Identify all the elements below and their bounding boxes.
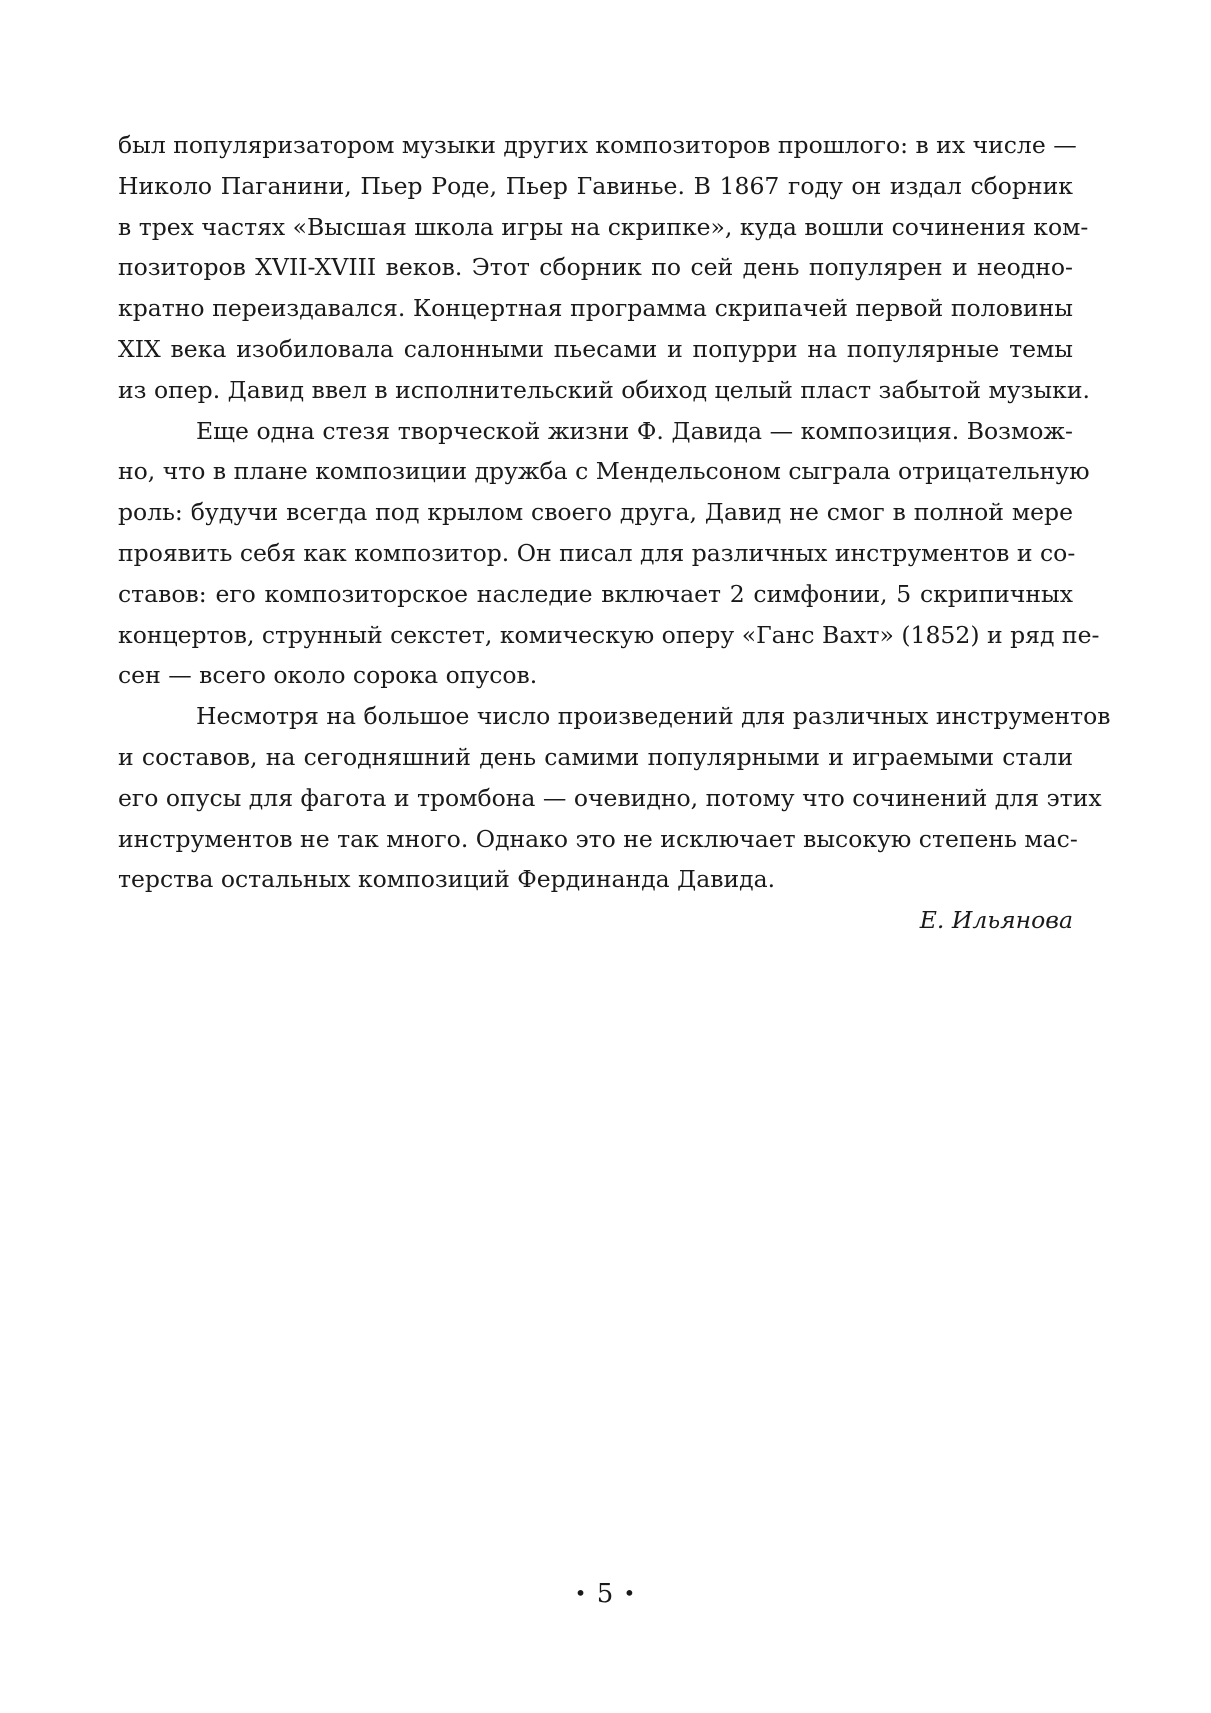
text-line: XIX века изобиловала салонными пьесами и попурри на популярные темы xyxy=(118,334,1073,363)
text-line: Несмотря на большое число произведений для различных инструментов xyxy=(196,702,1111,731)
text-line: позиторов XVII-XVIII веков. Этот сборник по сей день популярен и неодно- xyxy=(118,253,1073,282)
text-line: Еще одна стезя творческой жизни Ф. Давида — композиция. Возмож- xyxy=(196,416,1073,445)
article-text xyxy=(118,125,1111,941)
author-signature: Е. Ильянова xyxy=(919,906,1073,935)
text-line: концертов, струнный секстет, комическую оперу «Ганс Вахт» (1852) и ряд пе- xyxy=(118,620,1100,649)
text-line: и составов, на сегодняшний день самими популярными и играемыми стали xyxy=(118,742,1073,771)
text-line: терства остальных композиций Фердинанда Давида. xyxy=(118,865,776,894)
bullet-left-icon: • xyxy=(574,1581,588,1605)
text-line: его опусы для фагота и тромбона — очевидно, потому что сочинений для этих xyxy=(118,783,1102,812)
text-line: роль: будучи всегда под крылом своего друга, Давид не смог в полной мере xyxy=(118,498,1073,527)
page-number-value: 5 xyxy=(596,1579,615,1609)
text-line: Николо Паганини, Пьер Роде, Пьер Гавинье. В 1867 году он издал сборник xyxy=(118,171,1073,200)
page-number xyxy=(0,1577,1211,1610)
text-line: в трех частях «Высшая школа игры на скрипке», куда вошли сочинения ком- xyxy=(118,212,1089,241)
text-line: ставов: его композиторское наследие включает 2 симфонии, 5 скрипичных xyxy=(118,579,1073,608)
text-line: был популяризатором музыки других композиторов прошлого: в их числе — xyxy=(118,131,1077,159)
text-line: кратно переиздавался. Концертная программа скрипачей первой половины xyxy=(118,294,1073,323)
text-line: инструментов не так много. Однако это не исключает высокую степень мас- xyxy=(118,824,1078,853)
text-line: из опер. Давид ввел в исполнительский обиход целый пласт забытой музыки. xyxy=(118,375,1090,404)
text-line: проявить себя как композитор. Он писал для различных инструментов и со- xyxy=(118,538,1076,567)
text-line: сен — всего около сорока опусов. xyxy=(118,661,538,690)
text-line: но, что в плане композиции дружба с Мендельсоном сыграла отрицательную xyxy=(118,457,1090,486)
bullet-right-icon: • xyxy=(623,1581,637,1605)
